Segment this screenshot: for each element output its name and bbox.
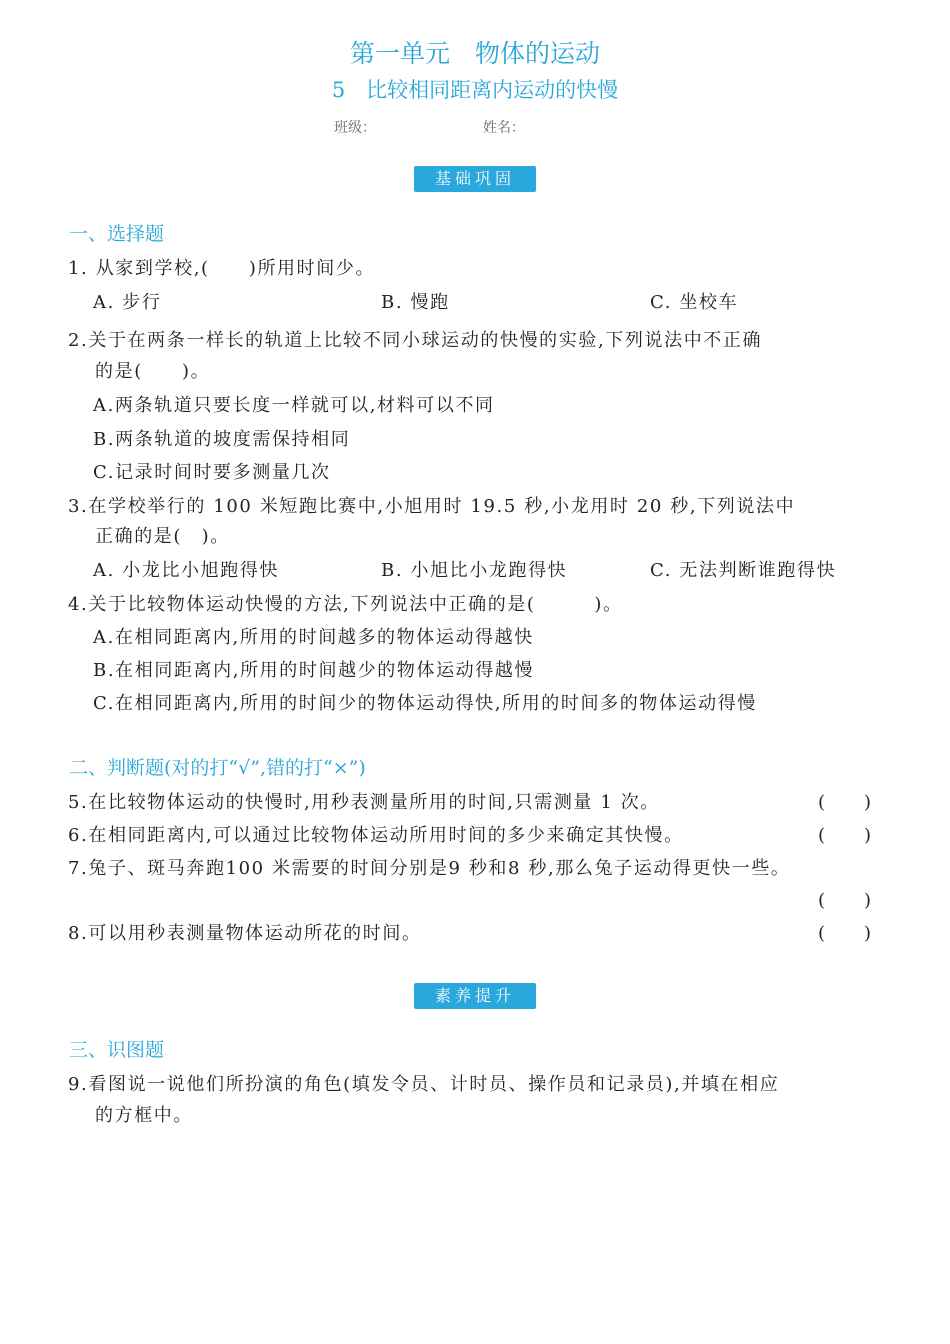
question-4-option-a: A.在相同距离内,所用的时间越多的物体运动得越快 xyxy=(93,627,534,648)
question-6-stem: 6.在相同距离内,可以通过比较物体运动所用时间的多少来确定其快慢。 xyxy=(68,825,684,846)
section-judge-heading: 二、判断题(对的打“√”,错的打“×”) xyxy=(69,757,366,779)
question-4-stem: 4.关于比较物体运动快慢的方法,下列说法中正确的是( )。 xyxy=(68,594,623,615)
question-5-stem: 5.在比较物体运动的快慢时,用秒表测量所用的时间,只需测量 1 次。 xyxy=(68,792,660,813)
question-2-option-a: A.两条轨道只要长度一样就可以,材料可以不同 xyxy=(93,395,495,416)
question-4-option-c: C.在相同距离内,所用的时间少的物体运动得快,所用的时间多的物体运动得慢 xyxy=(93,693,757,714)
lesson-title: 5 比较相同距离内运动的快慢 xyxy=(331,78,619,102)
question-7-answer-parens: ( ) xyxy=(818,890,873,911)
question-2-option-c: C.记录时间时要多测量几次 xyxy=(93,462,331,483)
question-4-option-b: B.在相同距离内,所用的时间越少的物体运动得越慢 xyxy=(93,660,535,681)
question-1-option-b: B. 慢跑 xyxy=(381,292,450,313)
class-label: 班级： xyxy=(334,120,376,136)
question-1-stem: 1. 从家到学校,( )所用时间少。 xyxy=(68,258,376,279)
question-2-option-b: B.两条轨道的坡度需保持相同 xyxy=(93,429,351,450)
question-2-stem-line2: 的是( )。 xyxy=(95,361,211,382)
question-3-option-b: B. 小旭比小龙跑得快 xyxy=(381,560,568,581)
question-2-stem-line1: 2.关于在两条一样长的轨道上比较不同小球运动的快慢的实验,下列说法中不正确 xyxy=(68,330,763,351)
question-3-option-c: C. 无法判断谁跑得快 xyxy=(650,560,837,581)
section-choice-heading: 一、选择题 xyxy=(69,223,165,245)
question-3-stem-line1: 3.在学校举行的 100 米短跑比赛中,小旭用时 19.5 秒,小龙用时 20 秒,下列说法中 xyxy=(68,496,796,517)
question-9-stem-line1: 9.看图说一说他们所扮演的角色(填发令员、计时员、操作员和记录员),并填在相应 xyxy=(68,1074,780,1095)
question-1-option-a: A. 步行 xyxy=(93,292,162,313)
section-picture-heading: 三、识图题 xyxy=(69,1039,165,1061)
question-3-option-a: A. 小龙比小旭跑得快 xyxy=(93,560,280,581)
question-9-stem-line2: 的方框中。 xyxy=(95,1105,193,1126)
question-8-answer-parens: ( ) xyxy=(818,923,873,944)
question-3-stem-line2: 正确的是( )。 xyxy=(95,526,230,547)
banner-basic: 基础巩固 xyxy=(414,166,536,192)
name-label: 姓名： xyxy=(483,120,525,136)
banner-advanced: 素养提升 xyxy=(414,983,536,1009)
unit-title: 第一单元 物体的运动 xyxy=(349,39,600,68)
question-1-option-c: C. 坐校车 xyxy=(650,292,739,313)
question-7-stem: 7.兔子、斑马奔跑100 米需要的时间分别是9 秒和8 秒,那么兔子运动得更快一些。 xyxy=(68,858,791,879)
question-5-answer-parens: ( ) xyxy=(818,792,873,813)
question-6-answer-parens: ( ) xyxy=(818,825,873,846)
question-8-stem: 8.可以用秒表测量物体运动所花的时间。 xyxy=(68,923,422,944)
